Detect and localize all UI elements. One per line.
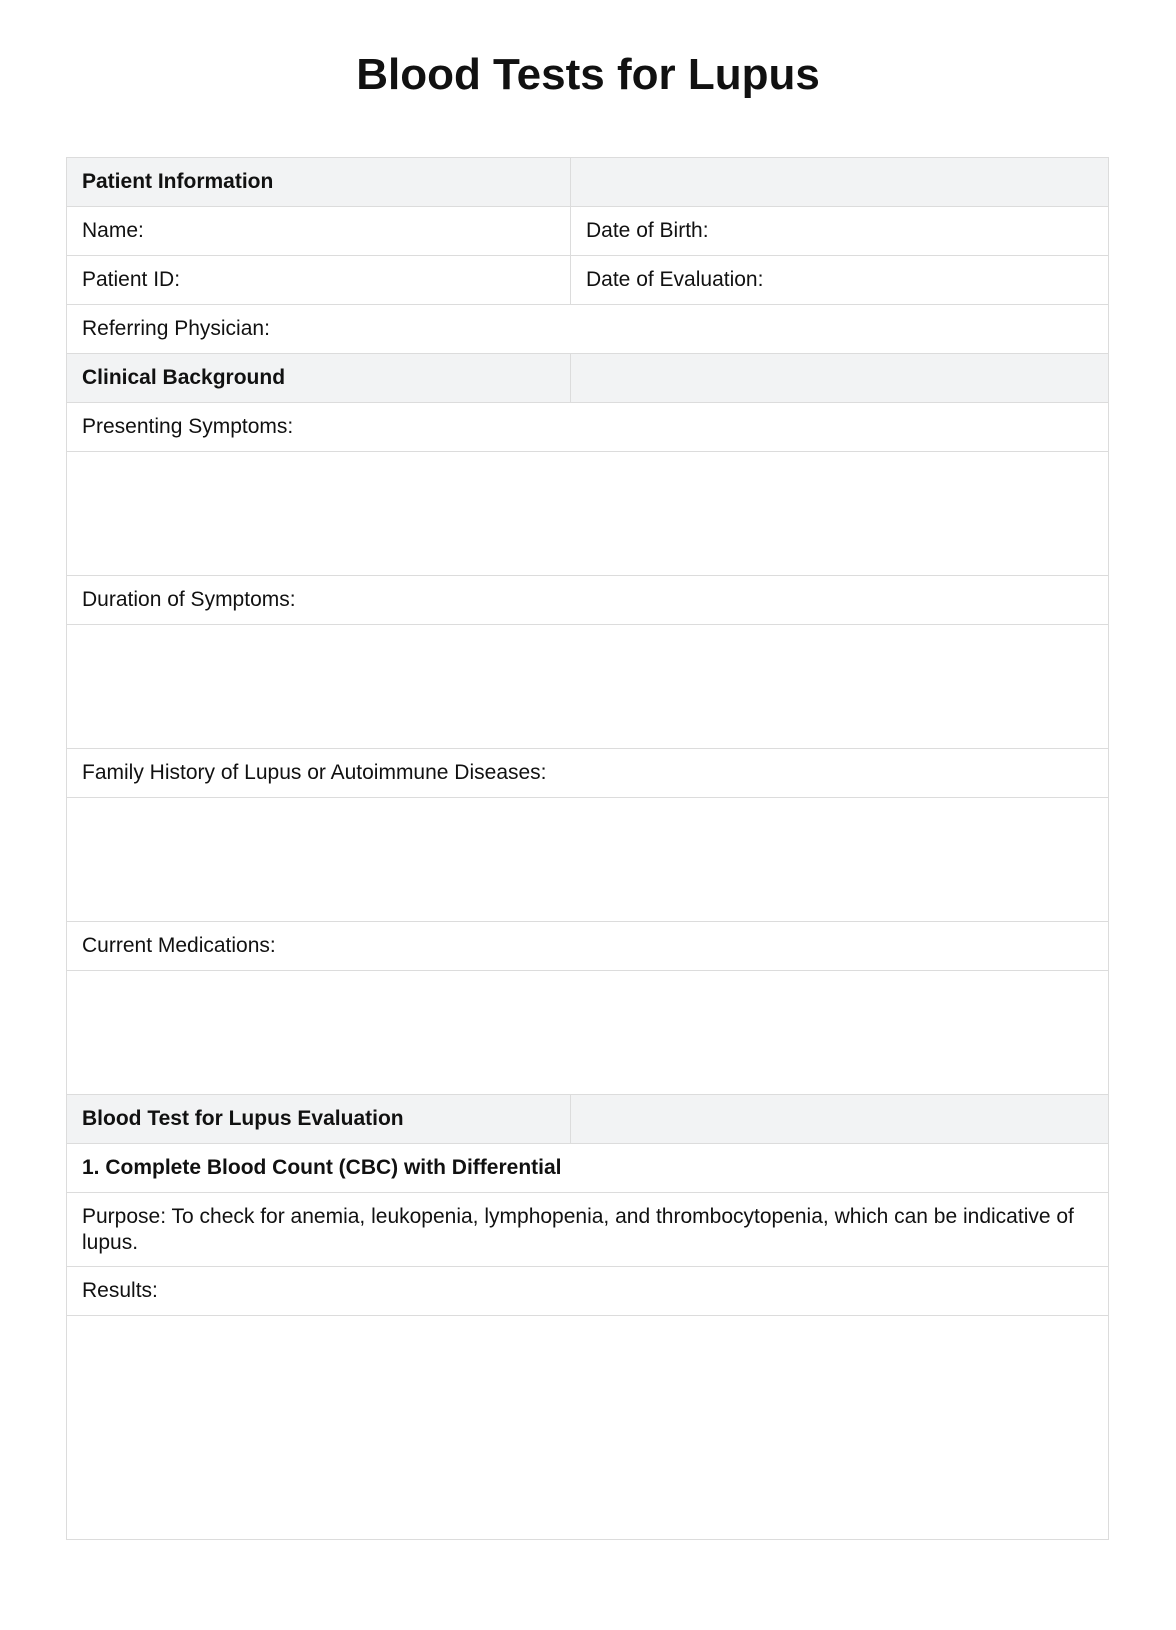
- form-table: [66, 157, 1109, 1540]
- date-eval-field[interactable]: Date of Evaluation:: [571, 256, 1109, 305]
- duration-label: Duration of Symptoms:: [67, 576, 1109, 625]
- family-history-label: Family History of Lupus or Autoimmune Diseases:: [67, 749, 1109, 798]
- family-history-input[interactable]: [67, 798, 1109, 922]
- medications-input[interactable]: [67, 971, 1109, 1095]
- section-title: Clinical Background: [67, 354, 571, 403]
- section-header-patient-info: [67, 158, 1109, 207]
- section-header-clinical: [67, 354, 1109, 403]
- test-purpose: Purpose: To check for anemia, leukopenia, lymphopenia, and thrombocytopenia, which can be indicative of lupus.: [67, 1193, 1109, 1267]
- symptoms-label: Presenting Symptoms:: [67, 403, 1109, 452]
- page-title: Blood Tests for Lupus: [356, 50, 820, 99]
- name-field[interactable]: Name:: [67, 207, 571, 256]
- results-label: Results:: [67, 1267, 1109, 1316]
- dob-field[interactable]: Date of Birth:: [571, 207, 1109, 256]
- physician-field[interactable]: Referring Physician:: [67, 305, 1109, 354]
- duration-input[interactable]: [67, 625, 1109, 749]
- section-title: Patient Information: [67, 158, 571, 207]
- section-title: Blood Test for Lupus Evaluation: [67, 1095, 571, 1144]
- test-title: 1. Complete Blood Count (CBC) with Differential: [67, 1144, 1109, 1193]
- section-header-blood-test: [67, 1095, 1109, 1144]
- medications-label: Current Medications:: [67, 922, 1109, 971]
- patient-id-field[interactable]: Patient ID:: [67, 256, 571, 305]
- symptoms-input[interactable]: [67, 452, 1109, 576]
- results-input[interactable]: [67, 1316, 1109, 1540]
